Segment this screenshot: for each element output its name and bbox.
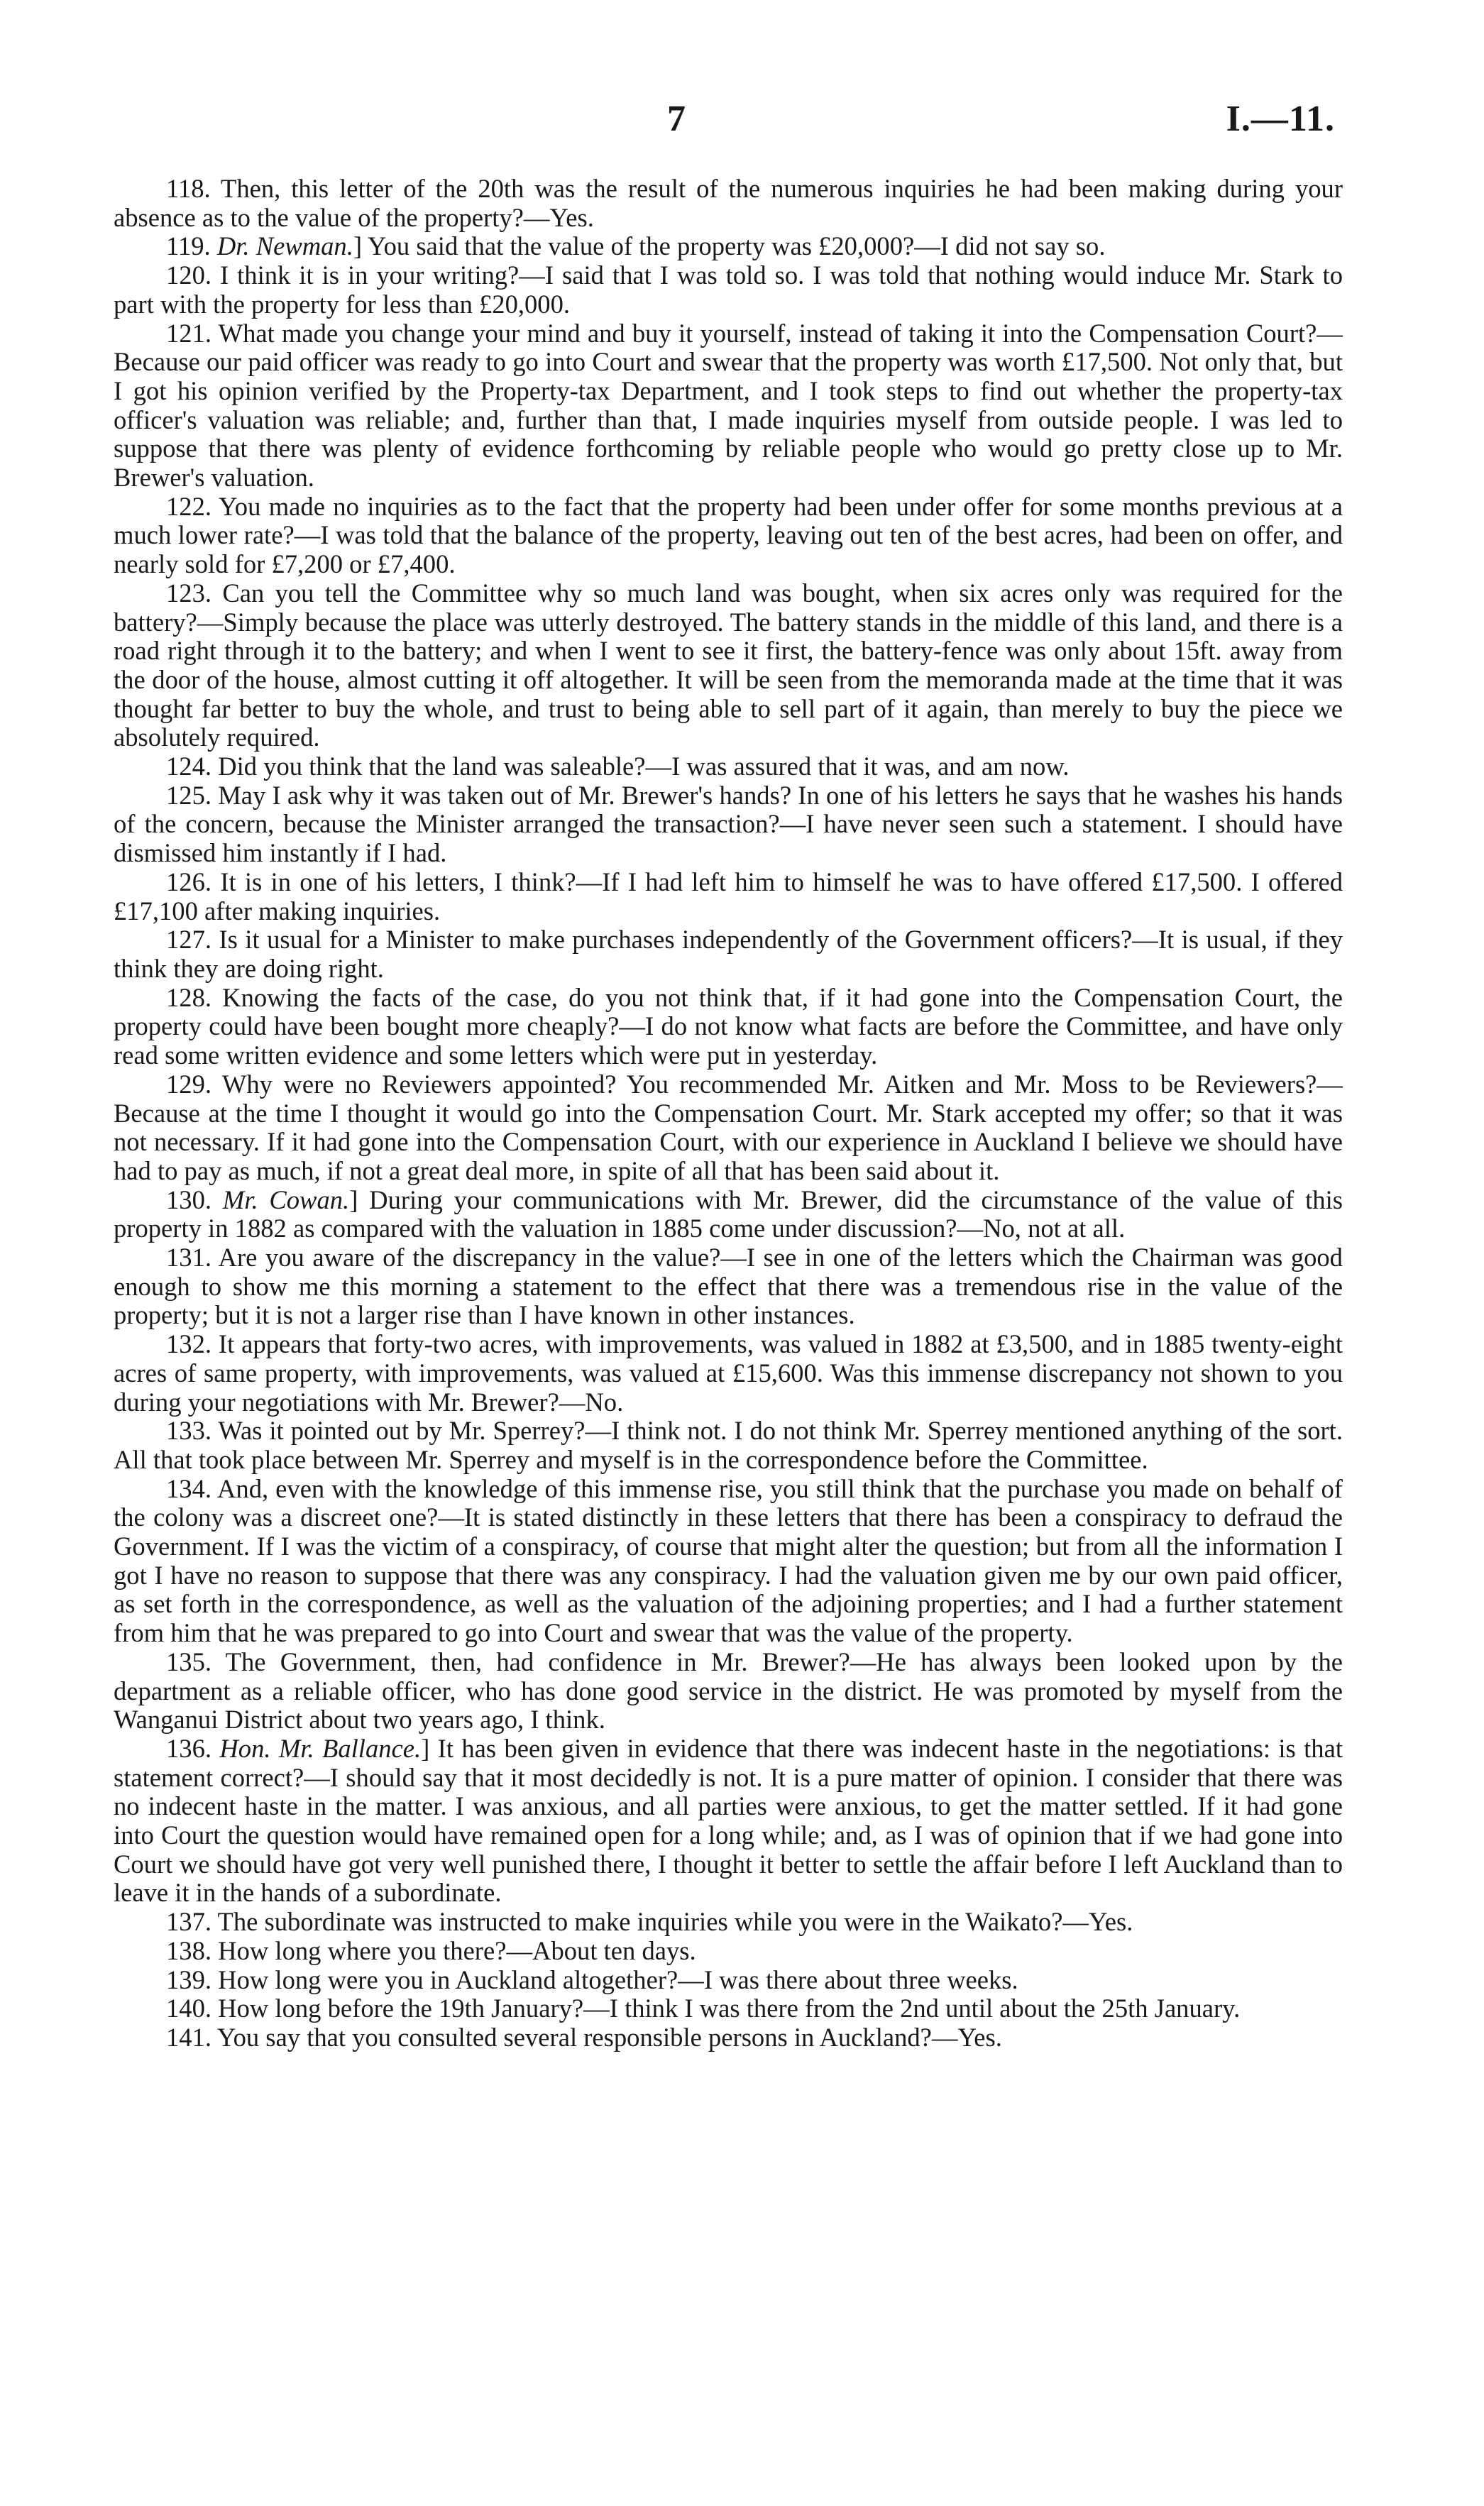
speaker-name: Mr. Cowan. — [222, 1185, 350, 1214]
question-text: You say that you consulted several responsible persons in Auckland?—Yes. — [216, 2023, 1002, 2052]
page-header — [0, 98, 1484, 155]
question-paragraph — [114, 925, 1343, 983]
speaker-name: Dr. Newman. — [216, 231, 353, 261]
question-paragraph — [114, 1908, 1343, 1937]
paper-reference: I.—11. — [1226, 99, 1335, 139]
question-number: 122. — [166, 491, 212, 521]
question-number: 138. — [166, 1935, 212, 1965]
question-text: ] You said that the value of the property was £20,000?—I did not say so. — [353, 231, 1106, 261]
question-number: 128. — [166, 982, 212, 1012]
page-number: 7 — [667, 99, 686, 139]
question-number: 125. — [166, 780, 212, 810]
question-text: It appears that forty-two acres, with improvements, was valued in 1882 at £3,500, and in 1885 twenty-eight acres of same property, with improvements, was valued at £15,600. Was this immense discrepancy not shown to you during your negotiations with Mr. Brewer?—No. — [114, 1329, 1343, 1417]
question-number: 140. — [166, 1994, 212, 2023]
question-paragraph — [114, 261, 1343, 319]
question-number: 131. — [166, 1243, 212, 1273]
question-text: And, even with the knowledge of this immense rise, you still think that the purchase you made on behalf of the colony was a discreet one?—It is stated distinctly in these letters that there has been a conspiracy to defraud the Government. If I was the victim of a conspiracy, of course that might alter the question; but from all the information I got I have no reason to suppose that there was any conspiracy. I had the valuation given me by our own paid officer, as set forth in the correspondence, as well as the valuation of the adjoining properties; and I had a further statement from him that he was prepared to go into Court and swear that was the value of the property. — [114, 1473, 1343, 1648]
question-number: 141. — [166, 2023, 212, 2052]
question-text: Did you think that the land was saleable?—I was assured that it was, and am now. — [218, 752, 1070, 781]
question-text: Is it usual for a Minister to make purchases independently of the Government officers?—It is usual, if they think they are doing right. — [114, 925, 1343, 983]
question-number: 135. — [166, 1647, 212, 1676]
evidence-body — [114, 175, 1343, 2052]
question-text: May I ask why it was taken out of Mr. Brewer's hands? In one of his letters he says that he washes his hands of the concern, because the Minister arranged the transaction?—I have never seen such a statement. I should have dismissed him instantly if I had. — [114, 780, 1343, 868]
question-text: ] It has been given in evidence that there was indecent haste in the negotiations: is that statement correct?—I should say that it most decidedly is not. It is a pure matter of opinion. I consider that there was no indecent haste in the matter. I was anxious, and all parties were anxious, to get the matter settled. If it had gone into Court the question would have remained open for a long while; and, as I was of opinion that if we had gone into Court we should have got very well punished there, I thought it better to settle the affair before I left Auckland than to leave it in the hands of a subordinate. — [114, 1733, 1343, 1908]
question-paragraph — [114, 319, 1343, 493]
question-text: Can you tell the Committee why so much land was bought, when six acres only was required for the battery?—Simply because the place was utterly destroyed. The battery stands in the middle of this land, and there is a road right through it to the battery; and when I went to see it first, the battery-fence was only about 15ft. away from the door of the house, almost cutting it off altogether. It will be seen from the memoranda made at the time that it was thought far better to buy the whole, and trust to being able to sell part of it again, than merely to buy the piece we absolutely required. — [114, 578, 1343, 752]
question-text: What made you change your mind and buy it yourself, instead of taking it into the Compensation Court?—Because our paid officer was ready to go into Court and swear that the property was worth £17,500. Not only that, but I got his opinion verified by the Property-tax Department, and I took steps to find out whether the property-tax officer's valuation was reliable; and, further than that, I made inquiries myself from outside people. I was led to suppose that there was plenty of evidence forthcoming by reliable people who would go pretty close up to Mr. Brewer's valuation. — [114, 318, 1343, 493]
question-text: How long where you there?—About ten days. — [218, 1935, 696, 1965]
question-paragraph — [114, 1966, 1343, 1995]
question-text: Then, this letter of the 20th was the result of the numerous inquiries he had been making during your absence as to the value of the property?—Yes. — [114, 174, 1343, 232]
question-number: 118. — [166, 174, 211, 203]
question-paragraph — [114, 1186, 1343, 1243]
question-paragraph — [114, 752, 1343, 781]
question-paragraph — [114, 2023, 1343, 2052]
question-text: The subordinate was instructed to make inquiries while you were in the Waikato?—Yes. — [217, 1907, 1133, 1937]
question-number: 134. — [166, 1473, 212, 1503]
question-text: Was it pointed out by Mr. Sperrey?—I think not. I do not think Mr. Sperrey mentioned anything of the sort. All that took place between Mr. Sperrey and myself is in the correspondence before the Committee. — [114, 1416, 1343, 1474]
question-text: Why were no Reviewers appointed? You recommended Mr. Aitken and Mr. Moss to be Reviewers?—Because at the time I thought it would go into the Compensation Court. Mr. Stark accepted my offer; so that it was not necessary. If it had gone into the Compensation Court, with our experience in Auckland I believe we should have had to pay as much, if not a great deal more, in spite of all that has been said about it. — [114, 1069, 1343, 1185]
question-paragraph — [114, 1330, 1343, 1417]
question-text: ] During your communications with Mr. Brewer, did the circumstance of the value of this property in 1882 as compared with the valuation in 1885 come under discussion?—No, not at all. — [114, 1185, 1343, 1243]
question-paragraph — [114, 579, 1343, 752]
question-paragraph — [114, 781, 1343, 868]
question-text: How long before the 19th January?—I think I was there from the 2nd until about the 25th January. — [218, 1994, 1241, 2023]
question-number: 127. — [166, 925, 212, 955]
question-paragraph — [114, 1417, 1343, 1474]
question-number: 139. — [166, 1964, 212, 1994]
question-paragraph — [114, 868, 1343, 925]
question-paragraph — [114, 232, 1343, 261]
question-text: I think it is in your writing?—I said that I was told so. I was told that nothing would induce Mr. Stark to part with the property for less than £20,000. — [114, 260, 1343, 319]
question-text: The Government, then, had confidence in Mr. Brewer?—He has always been looked upon by the department as a reliable officer, who has done good service in the district. He was promoted by myself from the Wanganui District about two years ago, I think. — [114, 1647, 1343, 1735]
question-text: How long were you in Auckland altogether?—I was there about three weeks. — [218, 1964, 1018, 1994]
question-number: 124. — [166, 752, 212, 781]
question-text: Are you aware of the discrepancy in the value?—I see in one of the letters which the Chairman was good enough to show me this morning a statement to the effect that there was a tremendous rise in the value of the property; but it is not a larger rise than I have known in other instances. — [114, 1243, 1343, 1330]
speaker-name: Hon. Mr. Ballance. — [219, 1733, 422, 1763]
question-text: Knowing the facts of the case, do you not think that, if it had gone into the Compensation Court, the property could have been bought more cheaply?—I do not know what facts are before the Committee, and have only read some written evidence and some letters which were put in yesterday. — [114, 982, 1343, 1070]
question-paragraph — [114, 175, 1343, 232]
question-number: 130. — [166, 1185, 212, 1214]
question-paragraph — [114, 1735, 1343, 1908]
question-number: 121. — [166, 318, 212, 348]
question-number: 133. — [166, 1416, 212, 1446]
question-number: 126. — [166, 867, 212, 896]
question-text: You made no inquiries as to the fact that the property had been under offer for some months previous at a much lower rate?—I was told that the balance of the property, leaving out ten of the best acres, had been on offer, and nearly sold for £7,200 or £7,400. — [114, 491, 1343, 579]
question-text: It is in one of his letters, I think?—If I had left him to himself he was to have offered £17,500. I offered £17,100 after making inquiries. — [114, 867, 1343, 925]
question-paragraph — [114, 493, 1343, 579]
question-number: 120. — [166, 260, 212, 290]
question-paragraph — [114, 1070, 1343, 1186]
question-number: 136. — [166, 1733, 212, 1763]
question-paragraph — [114, 1475, 1343, 1648]
question-number: 119. — [166, 231, 211, 261]
question-number: 123. — [166, 578, 212, 608]
question-paragraph — [114, 984, 1343, 1070]
question-number: 132. — [166, 1329, 212, 1359]
question-paragraph — [114, 1994, 1343, 2023]
question-number: 129. — [166, 1069, 212, 1099]
question-number: 137. — [166, 1907, 212, 1937]
question-paragraph — [114, 1648, 1343, 1735]
question-paragraph — [114, 1243, 1343, 1330]
question-paragraph — [114, 1937, 1343, 1966]
